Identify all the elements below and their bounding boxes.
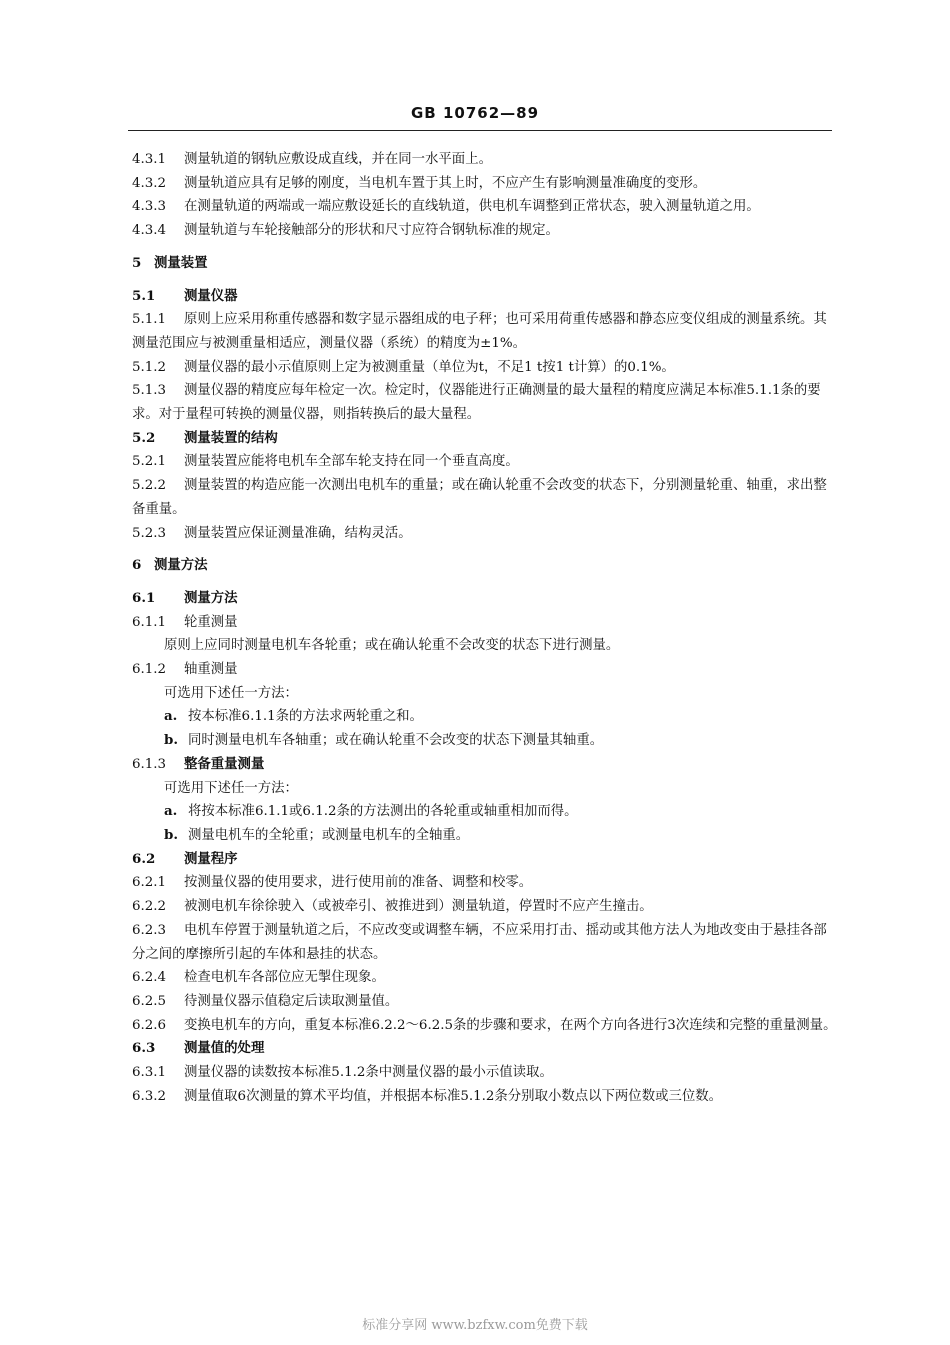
subsection-title: 测量装置的结构 <box>184 429 278 446</box>
clause-text: 测量轨道的钢轨应敷设成直线，并在同一水平面上。 <box>184 152 492 167</box>
section-heading <box>132 252 837 276</box>
subsection-title: 测量程序 <box>184 850 238 867</box>
clause-number: 5.1.2 <box>132 359 167 375</box>
clause-number: 4.3.2 <box>132 175 167 191</box>
clause-text: 测量轨道与车轮接触部分的形状和尺寸应符合钢轨标准的规定。 <box>184 223 559 239</box>
section-number: 5 <box>132 254 142 271</box>
clause <box>132 1061 837 1085</box>
subsection-heading <box>132 285 837 309</box>
list-item <box>132 705 837 729</box>
clause-title: 整备重量测量 <box>184 755 265 772</box>
clause-number: 6.3.2 <box>132 1088 167 1104</box>
clause-number: 5.1.3 <box>132 383 167 399</box>
clause <box>132 474 837 521</box>
clause-heading <box>132 611 837 635</box>
clause-text: 可选用下述任一方法： <box>164 685 298 701</box>
clause-number: 6.2.1 <box>132 875 167 891</box>
clause-text: 变换电机车的方向，重复本标准6.2.2～6.2.5条的步骤和要求，在两个方向各进行3次连续和完整的重量测量。 <box>184 1017 837 1033</box>
header-rule <box>128 130 832 131</box>
clause-heading <box>132 753 837 777</box>
clause <box>132 871 837 895</box>
clause-text: 可选用下述任一方法： <box>164 780 298 796</box>
subsection-number: 6.3 <box>132 1040 156 1057</box>
clause <box>132 990 837 1014</box>
clause-text: 检查电机车各部位应无掣住现象。 <box>184 970 385 986</box>
section-number: 6 <box>132 557 142 574</box>
clause <box>132 308 837 355</box>
clause-text: 在测量轨道的两端或一端应敷设延长的直线轨道，供电机车调整到正常状态，驶入测量轨道之用。 <box>184 199 760 215</box>
clause-number: 5.2.3 <box>132 525 167 541</box>
list-item <box>132 729 837 753</box>
clause-number: 6.1.1 <box>132 614 167 630</box>
clause-text: 测量值取6次测量的算术平均值，并根据本标准5.1.2条分别取小数点以下两位数或三位数。 <box>184 1088 723 1104</box>
clause-number: 6.2.3 <box>132 922 167 938</box>
clause-number: 6.2.2 <box>132 899 167 915</box>
clause-number: 4.3.4 <box>132 223 167 239</box>
clause-text: 被测电机车徐徐驶入（或被牵引、被推进到）测量轨道，停置时不应产生撞击。 <box>184 899 653 915</box>
footer-watermark: 标准分享网 www.bzfxw.com免费下载 <box>362 1318 588 1333</box>
subsection-title: 测量仪器 <box>184 287 238 304</box>
clause-number: 6.2.5 <box>132 993 167 1009</box>
document-body <box>132 148 837 1108</box>
clause-number: 6.1.2 <box>132 662 167 678</box>
clause-text: 测量仪器的精度应每年检定一次。检定时，仪器能进行正确测量的最大量程的精度应满足本标准5.1.1条的要求。对于量程可转换的测量仪器，则指转换后的最大量程。 <box>132 383 821 423</box>
page-header: GB 10762—89 <box>410 104 540 122</box>
clause <box>132 148 837 172</box>
clause <box>132 919 837 966</box>
list-text: 将按本标准6.1.1或6.1.2条的方法测出的各轮重或轴重相加而得。 <box>188 804 578 820</box>
clause-title: 轮重测量 <box>184 614 238 630</box>
list-marker: a. <box>164 803 178 820</box>
subsection-title: 测量方法 <box>184 589 238 606</box>
clause <box>132 1014 837 1038</box>
subsection-heading <box>132 1037 837 1061</box>
subsection-number: 6.2 <box>132 850 156 867</box>
section-title: 测量方法 <box>154 557 208 574</box>
subsection-heading <box>132 848 837 872</box>
subsection-title: 测量值的处理 <box>184 1040 265 1057</box>
list-item <box>132 800 837 824</box>
section-heading <box>132 554 837 578</box>
clause-text: 测量仪器的最小示值原则上定为被测重量（单位为t，不足1 t按1 t计算）的0.1%。 <box>184 359 675 375</box>
subsection-number: 5.2 <box>132 429 156 446</box>
clause-number: 6.3.1 <box>132 1065 167 1081</box>
clause <box>132 522 837 546</box>
clause-text: 测量仪器的读数按本标准5.1.2条中测量仪器的最小示值读取。 <box>184 1065 553 1081</box>
clause-number: 5.2.1 <box>132 454 167 470</box>
clause-text: 原则上应同时测量电机车各轮重；或在确认轮重不会改变的状态下进行测量。 <box>164 638 620 654</box>
clause-text: 按测量仪器的使用要求，进行使用前的准备、调整和校零。 <box>184 875 533 891</box>
clause <box>132 195 837 219</box>
clause-number: 5.2.2 <box>132 478 167 494</box>
clause <box>132 356 837 380</box>
clause-text: 电机车停置于测量轨道之后，不应改变或调整车辆，不应采用打击、摇动或其他方法人为地改变由于悬挂各部分之间的摩擦所引起的车体和悬挂的状态。 <box>132 922 827 962</box>
subsection-heading <box>132 587 837 611</box>
clause-text: 测量装置应能将电机车全部车轮支持在同一个垂直高度。 <box>184 454 519 470</box>
subsection-number: 6.1 <box>132 589 156 606</box>
clause <box>132 966 837 990</box>
list-text: 同时测量电机车各轴重；或在确认轮重不会改变的状态下测量其轴重。 <box>188 733 604 749</box>
list-text: 测量电机车的全轮重；或测量电机车的全轴重。 <box>188 827 470 843</box>
clause-text: 测量装置的构造应能一次测出电机车的重量；或在确认轮重不会改变的状态下，分别测量轮重、轴重，求出整备重量。 <box>132 478 827 517</box>
clause-number: 4.3.3 <box>132 199 167 215</box>
clause-number: 6.2.4 <box>132 970 167 986</box>
clause-text: 测量装置应保证测量准确，结构灵活。 <box>184 525 412 541</box>
list-marker: b. <box>164 826 179 843</box>
clause <box>132 379 837 426</box>
subsection-heading <box>132 427 837 451</box>
clause-number: 6.2.6 <box>132 1017 167 1033</box>
clause <box>132 172 837 196</box>
section-title: 测量装置 <box>154 254 208 271</box>
list-marker: a. <box>164 708 178 725</box>
subsection-number: 5.1 <box>132 287 156 304</box>
clause-number: 6.1.3 <box>132 756 167 772</box>
clause <box>132 895 837 919</box>
clause-text: 测量轨道应具有足够的刚度，当电机车置于其上时，不应产生有影响测量准确度的变形。 <box>184 175 707 191</box>
list-item <box>132 824 837 848</box>
list-marker: b. <box>164 732 179 749</box>
clause-number: 5.1.1 <box>132 312 167 328</box>
list-text: 按本标准6.1.1条的方法求两轮重之和。 <box>188 709 423 725</box>
clause-number: 4.3.1 <box>132 152 167 167</box>
clause-title: 轴重测量 <box>184 662 238 678</box>
clause-text: 待测量仪器示值稳定后读取测量值。 <box>184 993 399 1009</box>
clause <box>132 1085 837 1109</box>
clause-heading <box>132 658 837 682</box>
clause <box>132 450 837 474</box>
clause <box>132 219 837 243</box>
clause-text: 原则上应采用称重传感器和数字显示器组成的电子秤；也可采用荷重传感器和静态应变仪组成的测量系统。其测量范围应与被测重量相适应，测量仪器（系统）的精度为±1%。 <box>132 312 827 351</box>
